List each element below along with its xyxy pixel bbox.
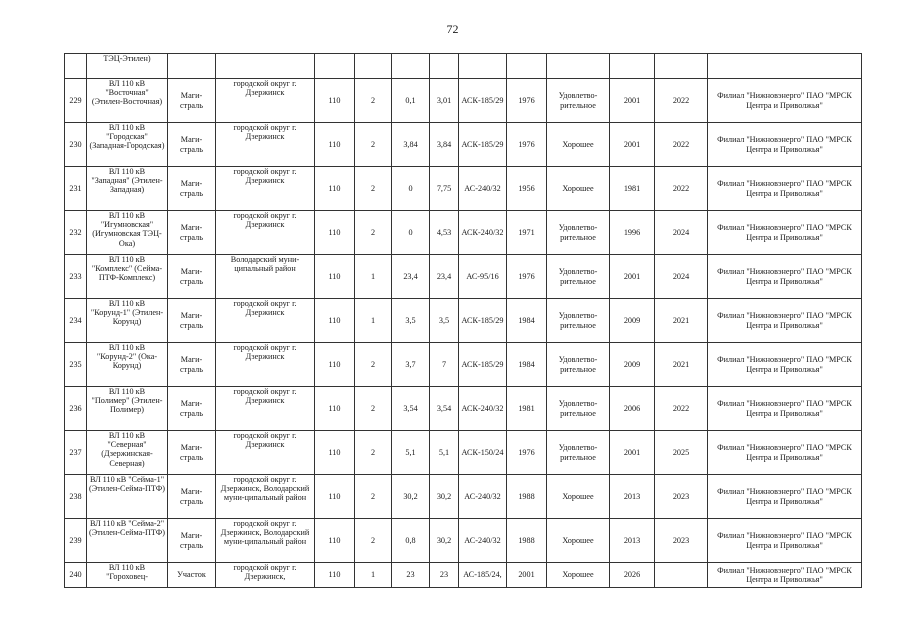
- cell-circuits: 2: [355, 475, 392, 519]
- cell-condition: Удовлетво-рительное: [547, 211, 610, 255]
- cell-voltage: 110: [315, 211, 355, 255]
- cell-length2: 3,5: [430, 299, 459, 343]
- cell-year: [507, 54, 547, 79]
- page-number: 72: [446, 22, 459, 36]
- cell-c2: 2022: [655, 387, 708, 431]
- cell-location: городской округ г. Дзержинск: [216, 79, 315, 123]
- cell-type: Участок: [168, 563, 216, 588]
- table-row: [65, 255, 862, 299]
- cell-length1: 3,84: [392, 123, 430, 167]
- cell-c1: 2009: [610, 299, 655, 343]
- cell-year: 1976: [507, 255, 547, 299]
- cell-num: 235: [65, 343, 87, 387]
- cell-condition: Удовлетво-рительное: [547, 431, 610, 475]
- cell-location: городской округ г. Дзержинск: [216, 343, 315, 387]
- cell-type: Маги-страль: [168, 79, 216, 123]
- cell-name: ВЛ 110 кВ "Городская" (Западная-Городская): [87, 123, 168, 167]
- cell-voltage: 110: [315, 79, 355, 123]
- cell-year: 1981: [507, 387, 547, 431]
- cell-circuits: 2: [355, 343, 392, 387]
- transmission-lines-table: [64, 53, 862, 588]
- cell-type: [168, 54, 216, 79]
- cell-c2: 2023: [655, 519, 708, 563]
- cell-c2: 2022: [655, 123, 708, 167]
- cell-c1: [610, 54, 655, 79]
- cell-name: ВЛ 110 кВ "Восточная" (Этилен-Восточная): [87, 79, 168, 123]
- cell-year: 1988: [507, 519, 547, 563]
- cell-num: 231: [65, 167, 87, 211]
- cell-circuits: 2: [355, 387, 392, 431]
- cell-voltage: 110: [315, 167, 355, 211]
- cell-owner: Филиал "Нижновэнерго" ПАО "МРСК Центра и Приволжья": [708, 475, 862, 519]
- cell-length2: 3,84: [430, 123, 459, 167]
- cell-location: городской округ г. Дзержинск: [216, 431, 315, 475]
- table-row: [65, 167, 862, 211]
- cell-condition: Хорошее: [547, 167, 610, 211]
- cell-voltage: 110: [315, 343, 355, 387]
- cell-c2: 2024: [655, 211, 708, 255]
- cell-condition: Удовлетво-рительное: [547, 343, 610, 387]
- cell-year: 1984: [507, 299, 547, 343]
- cell-location: городской округ г. Дзержинск: [216, 123, 315, 167]
- cell-location: городской округ г. Дзержинск: [216, 211, 315, 255]
- cell-length1: 30,2: [392, 475, 430, 519]
- cell-length2: [430, 54, 459, 79]
- cell-wire: АС-185/24,: [459, 563, 507, 588]
- cell-location: городской округ г. Дзержинск, Володарский муни-ципальный район: [216, 475, 315, 519]
- cell-name: ВЛ 110 кВ "Корунд-2" (Ока-Корунд): [87, 343, 168, 387]
- cell-type: Маги-страль: [168, 431, 216, 475]
- cell-type: Маги-страль: [168, 211, 216, 255]
- cell-length2: 7: [430, 343, 459, 387]
- cell-year: 1976: [507, 79, 547, 123]
- cell-owner: Филиал "Нижновэнерго" ПАО "МРСК Центра и Приволжья": [708, 343, 862, 387]
- cell-location: городской округ г. Дзержинск: [216, 387, 315, 431]
- cell-wire: АС-240/32: [459, 519, 507, 563]
- cell-length2: 3,54: [430, 387, 459, 431]
- cell-num: [65, 54, 87, 79]
- cell-year: 1956: [507, 167, 547, 211]
- table-row: [65, 343, 862, 387]
- cell-length1: 5,1: [392, 431, 430, 475]
- cell-length1: 3,5: [392, 299, 430, 343]
- cell-owner: Филиал "Нижновэнерго" ПАО "МРСК Центра и Приволжья": [708, 255, 862, 299]
- cell-c2: 2024: [655, 255, 708, 299]
- cell-c1: 1996: [610, 211, 655, 255]
- cell-year: 1988: [507, 475, 547, 519]
- cell-voltage: [315, 54, 355, 79]
- cell-circuits: 1: [355, 563, 392, 588]
- cell-voltage: 110: [315, 255, 355, 299]
- cell-length1: 3,7: [392, 343, 430, 387]
- cell-circuits: 2: [355, 167, 392, 211]
- table-row: [65, 123, 862, 167]
- cell-type: Маги-страль: [168, 255, 216, 299]
- cell-type: Маги-страль: [168, 167, 216, 211]
- cell-wire: [459, 54, 507, 79]
- cell-type: Маги-страль: [168, 519, 216, 563]
- cell-c1: 1981: [610, 167, 655, 211]
- cell-c2: 2022: [655, 79, 708, 123]
- cell-condition: Удовлетво-рительное: [547, 79, 610, 123]
- cell-name: ВЛ 110 кВ "Сейма-1" (Этилен-Сейма-ПТФ): [87, 475, 168, 519]
- cell-length2: 3,01: [430, 79, 459, 123]
- cell-c1: 2001: [610, 431, 655, 475]
- table-row: [65, 299, 862, 343]
- cell-condition: Удовлетво-рительное: [547, 299, 610, 343]
- cell-num: 230: [65, 123, 87, 167]
- cell-wire: АС-240/32: [459, 167, 507, 211]
- cell-length2: 4,53: [430, 211, 459, 255]
- cell-num: 239: [65, 519, 87, 563]
- table-row: [65, 563, 862, 588]
- cell-location: Володарский муни-ципальный район: [216, 255, 315, 299]
- cell-c1: 2006: [610, 387, 655, 431]
- cell-condition: Хорошее: [547, 563, 610, 588]
- cell-num: 236: [65, 387, 87, 431]
- cell-name: ВЛ 110 кВ "Гороховец-: [87, 563, 168, 588]
- cell-length1: 0: [392, 211, 430, 255]
- cell-c2: [655, 54, 708, 79]
- cell-wire: АСК-185/29: [459, 299, 507, 343]
- cell-voltage: 110: [315, 299, 355, 343]
- cell-voltage: 110: [315, 519, 355, 563]
- cell-num: 232: [65, 211, 87, 255]
- cell-circuits: 1: [355, 255, 392, 299]
- cell-voltage: 110: [315, 475, 355, 519]
- table-row: [65, 387, 862, 431]
- cell-circuits: 2: [355, 431, 392, 475]
- cell-c1: 2026: [610, 563, 655, 588]
- cell-type: Маги-страль: [168, 123, 216, 167]
- cell-location: городской округ г. Дзержинск,: [216, 563, 315, 588]
- cell-num: 233: [65, 255, 87, 299]
- cell-wire: АСК-185/29: [459, 79, 507, 123]
- cell-length1: 0,1: [392, 79, 430, 123]
- cell-length2: 7,75: [430, 167, 459, 211]
- cell-circuits: 2: [355, 79, 392, 123]
- cell-condition: Удовлетво-рительное: [547, 255, 610, 299]
- cell-owner: Филиал "Нижновэнерго" ПАО "МРСК Центра и Приволжья": [708, 167, 862, 211]
- table-row: [65, 431, 862, 475]
- cell-circuits: 2: [355, 519, 392, 563]
- cell-condition: Хорошее: [547, 475, 610, 519]
- cell-c1: 2001: [610, 79, 655, 123]
- cell-length2: 30,2: [430, 475, 459, 519]
- cell-owner: Филиал "Нижновэнерго" ПАО "МРСК Центра и Приволжья": [708, 123, 862, 167]
- cell-condition: Хорошее: [547, 123, 610, 167]
- cell-length1: 23,4: [392, 255, 430, 299]
- cell-voltage: 110: [315, 431, 355, 475]
- cell-type: Маги-страль: [168, 475, 216, 519]
- cell-location: городской округ г. Дзержинск, Володарский муни-ципальный район: [216, 519, 315, 563]
- cell-num: 237: [65, 431, 87, 475]
- cell-owner: Филиал "Нижновэнерго" ПАО "МРСК Центра и Приволжья": [708, 431, 862, 475]
- cell-name: ВЛ 110 кВ "Северная" (Дзержинская-Северная): [87, 431, 168, 475]
- cell-c2: 2022: [655, 167, 708, 211]
- cell-c2: [655, 563, 708, 588]
- table-row: [65, 54, 862, 79]
- cell-length2: 23: [430, 563, 459, 588]
- cell-length2: 23,4: [430, 255, 459, 299]
- cell-length1: 0,8: [392, 519, 430, 563]
- cell-num: 234: [65, 299, 87, 343]
- cell-circuits: 2: [355, 123, 392, 167]
- cell-length2: 5,1: [430, 431, 459, 475]
- cell-c1: 2001: [610, 255, 655, 299]
- cell-voltage: 110: [315, 123, 355, 167]
- cell-length1: 0: [392, 167, 430, 211]
- cell-wire: АСК-150/24: [459, 431, 507, 475]
- cell-name: ТЭЦ-Этилен): [87, 54, 168, 79]
- cell-condition: [547, 54, 610, 79]
- cell-owner: Филиал "Нижновэнерго" ПАО "МРСК Центра и Приволжья": [708, 519, 862, 563]
- cell-c1: 2009: [610, 343, 655, 387]
- cell-year: 2001: [507, 563, 547, 588]
- cell-type: Маги-страль: [168, 387, 216, 431]
- cell-year: 1971: [507, 211, 547, 255]
- cell-length1: 23: [392, 563, 430, 588]
- cell-owner: Филиал "Нижновэнерго" ПАО "МРСК Центра и Приволжья": [708, 387, 862, 431]
- table-row: [65, 211, 862, 255]
- cell-wire: АСК-240/32: [459, 211, 507, 255]
- cell-circuits: [355, 54, 392, 79]
- cell-num: 238: [65, 475, 87, 519]
- cell-c2: 2021: [655, 343, 708, 387]
- cell-condition: Хорошее: [547, 519, 610, 563]
- cell-c1: 2013: [610, 475, 655, 519]
- cell-condition: Удовлетво-рительное: [547, 387, 610, 431]
- cell-wire: АСК-185/29: [459, 343, 507, 387]
- cell-num: 229: [65, 79, 87, 123]
- cell-c1: 2013: [610, 519, 655, 563]
- cell-year: 1984: [507, 343, 547, 387]
- cell-circuits: 2: [355, 211, 392, 255]
- cell-num: 240: [65, 563, 87, 588]
- cell-owner: Филиал "Нижновэнерго" ПАО "МРСК Центра и Приволжья": [708, 563, 862, 588]
- cell-name: ВЛ 110 кВ "Полимер" (Этилен-Полимер): [87, 387, 168, 431]
- cell-length1: 3,54: [392, 387, 430, 431]
- table-row: [65, 519, 862, 563]
- cell-name: ВЛ 110 кВ "Корунд-1" (Этилен-Корунд): [87, 299, 168, 343]
- cell-circuits: 1: [355, 299, 392, 343]
- cell-year: 1976: [507, 431, 547, 475]
- cell-length2: 30,2: [430, 519, 459, 563]
- cell-voltage: 110: [315, 387, 355, 431]
- cell-name: ВЛ 110 кВ "Сейма-2" (Этилен-Сейма-ПТФ): [87, 519, 168, 563]
- cell-wire: АСК-240/32: [459, 387, 507, 431]
- cell-name: ВЛ 110 кВ "Комплекс" (Сейма-ПТФ-Комплекс): [87, 255, 168, 299]
- cell-type: Маги-страль: [168, 343, 216, 387]
- cell-voltage: 110: [315, 563, 355, 588]
- cell-location: городской округ г. Дзержинск: [216, 167, 315, 211]
- cell-name: ВЛ 110 кВ "Игумновская" (Игумновская ТЭЦ-Ока): [87, 211, 168, 255]
- cell-c2: 2023: [655, 475, 708, 519]
- cell-year: 1976: [507, 123, 547, 167]
- cell-owner: [708, 54, 862, 79]
- cell-c2: 2025: [655, 431, 708, 475]
- cell-name: ВЛ 110 кВ "Западная" (Этилен-Западная): [87, 167, 168, 211]
- cell-c2: 2021: [655, 299, 708, 343]
- cell-location: городской округ г. Дзержинск: [216, 299, 315, 343]
- table-row: [65, 475, 862, 519]
- cell-location: [216, 54, 315, 79]
- cell-type: Маги-страль: [168, 299, 216, 343]
- cell-owner: Филиал "Нижновэнерго" ПАО "МРСК Центра и Приволжья": [708, 299, 862, 343]
- cell-length1: [392, 54, 430, 79]
- cell-wire: АСК-185/29: [459, 123, 507, 167]
- cell-wire: АС-95/16: [459, 255, 507, 299]
- cell-owner: Филиал "Нижновэнерго" ПАО "МРСК Центра и Приволжья": [708, 211, 862, 255]
- cell-owner: Филиал "Нижновэнерго" ПАО "МРСК Центра и Приволжья": [708, 79, 862, 123]
- cell-c1: 2001: [610, 123, 655, 167]
- table-row: [65, 79, 862, 123]
- cell-wire: АС-240/32: [459, 475, 507, 519]
